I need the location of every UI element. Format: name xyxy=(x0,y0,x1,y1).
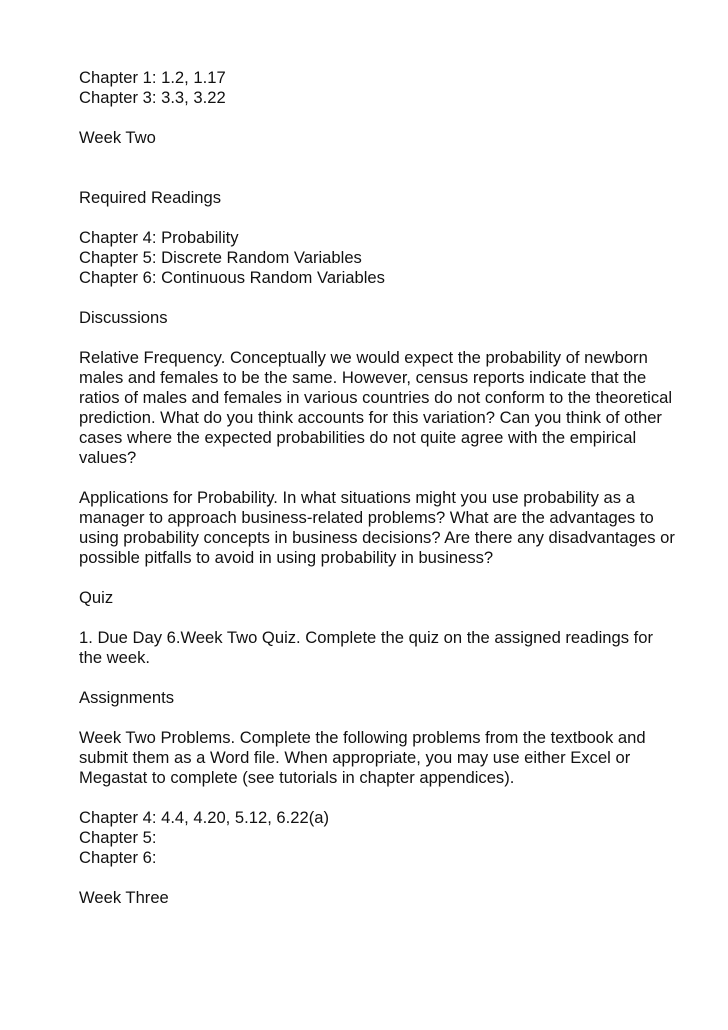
paragraph-line: Applications for Probability. In what situations might you use probability as a xyxy=(79,488,635,507)
paragraph-line: 1. Due Day 6.Week Two Quiz. Complete the quiz on the assigned readings for xyxy=(79,628,654,647)
discussion-relative-frequency xyxy=(79,348,689,468)
reading-item: Chapter 4: Probability xyxy=(79,228,239,247)
paragraph-line: submit them as a Word file. When appropriate, you may use either Excel or xyxy=(79,748,631,767)
paragraph-line: Relative Frequency. Conceptually we would expect the probability of newborn xyxy=(79,348,648,367)
week-three-heading: Week Three xyxy=(79,888,169,907)
document-body xyxy=(79,68,689,908)
discussion-applications xyxy=(79,488,689,568)
chapter-line: Chapter 1: 1.2, 1.17 xyxy=(79,68,226,87)
problem-chapter-line: Chapter 4: 4.4, 4.20, 5.12, 6.22(a) xyxy=(79,808,329,827)
paragraph-line: males and females to be the same. However, census reports indicate that the xyxy=(79,368,647,387)
paragraph-line: ratios of males and females in various countries do not conform to the theoretical xyxy=(79,388,673,407)
chapter-line: Chapter 3: 3.3, 3.22 xyxy=(79,88,226,107)
week-two-heading: Week Two xyxy=(79,128,156,147)
problem-chapter-line: Chapter 6: xyxy=(79,848,157,867)
paragraph-line: Megastat to complete (see tutorials in chapter appendices). xyxy=(79,768,515,787)
paragraph-line: manager to approach business-related problems? What are the advantages to xyxy=(79,508,654,527)
reading-item: Chapter 6: Continuous Random Variables xyxy=(79,268,385,287)
paragraph-line: Week Two Problems. Complete the following problems from the textbook and xyxy=(79,728,646,747)
paragraph-line: cases where the expected probabilities do not quite agree with the empirical xyxy=(79,428,637,447)
problem-chapter-line: Chapter 5: xyxy=(79,828,157,847)
paragraph-line: possible pitfalls to avoid in using probability in business? xyxy=(79,548,494,567)
reading-item: Chapter 5: Discrete Random Variables xyxy=(79,248,362,267)
required-readings-heading: Required Readings xyxy=(79,188,222,207)
assignments-heading: Assignments xyxy=(79,688,174,707)
discussions-heading: Discussions xyxy=(79,308,168,327)
paragraph-line: using probability concepts in business decisions? Are there any disadvantages or xyxy=(79,528,675,547)
paragraph-line: values? xyxy=(79,448,137,467)
paragraph-line: the week. xyxy=(79,648,151,667)
quiz-item xyxy=(79,628,689,668)
assignment-week-two-problems xyxy=(79,728,689,788)
paragraph-line: prediction. What do you think accounts for this variation? Can you think of other xyxy=(79,408,662,427)
quiz-heading: Quiz xyxy=(79,588,114,607)
